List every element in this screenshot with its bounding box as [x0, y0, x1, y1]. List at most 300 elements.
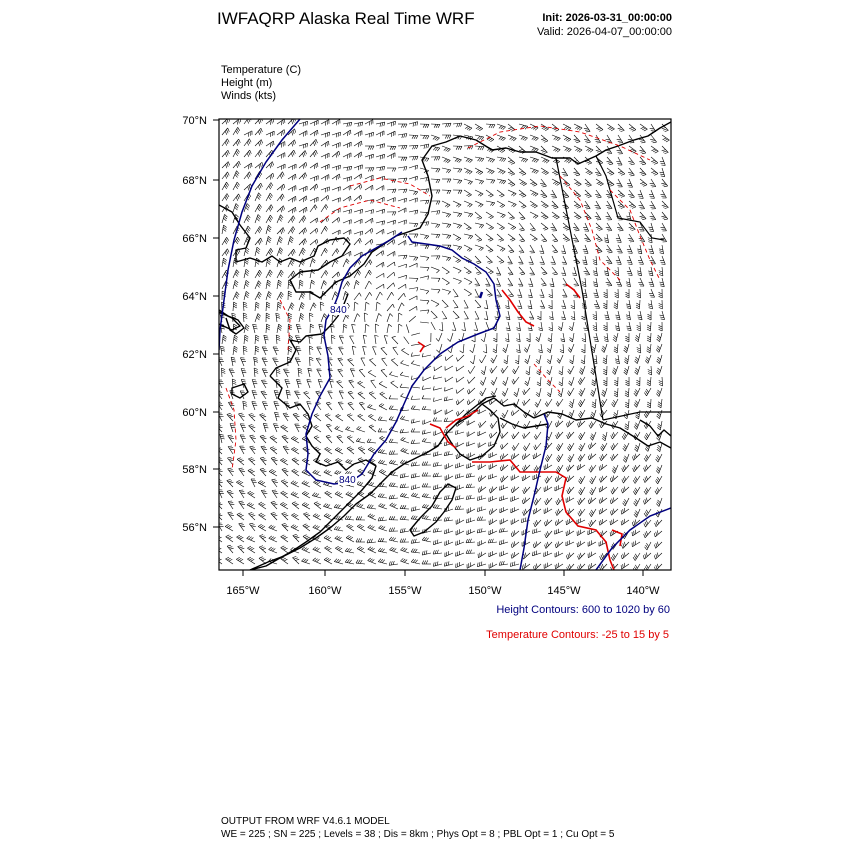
- wind-barb: [378, 420, 387, 421]
- wind-barb: [310, 303, 314, 311]
- wind-barb-flag: [662, 150, 666, 151]
- wind-barb-flag: [302, 458, 305, 460]
- wind-barb-flag: [406, 255, 408, 259]
- wind-barb-flag: [611, 491, 613, 495]
- wind-barb-flag: [514, 486, 515, 490]
- wind-barb-flag: [646, 455, 648, 458]
- wind-barb-flag: [351, 177, 352, 181]
- wind-barb: [284, 369, 289, 377]
- wind-barb: [478, 410, 486, 414]
- wind-barb: [439, 333, 442, 341]
- wind-barb-flag: [631, 197, 635, 198]
- wind-barb-flag: [259, 142, 260, 146]
- wind-barb-flag: [357, 314, 360, 317]
- wind-barb-flag: [565, 197, 569, 198]
- wind-barb: [298, 368, 299, 377]
- wind-barb: [354, 293, 359, 300]
- wind-barb-flag: [389, 395, 391, 399]
- wind-barb-flag: [436, 256, 438, 260]
- wind-barb-flag: [391, 495, 393, 499]
- wind-barb: [398, 275, 407, 278]
- wind-barb: [368, 472, 376, 476]
- wind-barb-flag: [235, 273, 238, 276]
- wind-barb-flag: [405, 145, 407, 149]
- wind-barb-flag: [240, 482, 243, 484]
- wind-barb-flag: [438, 157, 440, 161]
- wind-barb-flag: [635, 372, 638, 375]
- wind-barb-flag: [649, 275, 653, 276]
- wind-barb: [662, 245, 664, 254]
- wind-barb-flag: [581, 368, 584, 371]
- wind-barb-flag: [613, 469, 616, 472]
- wind-barb-flag: [615, 275, 619, 277]
- wind-barb-flag: [579, 372, 582, 375]
- wind-barb-flag: [438, 180, 440, 183]
- wind-barb-flag: [444, 159, 447, 162]
- wind-barb-flag: [607, 171, 611, 173]
- wind-barb-flag: [384, 154, 385, 158]
- wind-barb-flag: [501, 425, 503, 429]
- wind-barb-flag: [435, 137, 438, 140]
- wind-barb-flag: [305, 197, 306, 201]
- wind-barb: [367, 442, 376, 443]
- wind-barb-flag: [370, 168, 372, 172]
- wind-barb-flag: [435, 452, 436, 456]
- wind-barb-flag: [235, 205, 238, 208]
- wind-barb: [244, 215, 248, 223]
- wind-barb-flag: [338, 219, 339, 223]
- wind-barb-flag: [560, 350, 564, 352]
- wind-barb: [497, 135, 506, 138]
- wind-barb-flag: [256, 262, 259, 264]
- wind-barb-flag: [428, 200, 430, 204]
- wind-barb-flag: [438, 169, 440, 172]
- wind-barb-flag: [659, 251, 663, 252]
- wind-barb-flag: [401, 437, 404, 440]
- wind-barb-flag: [422, 462, 424, 466]
- wind-barb-flag: [562, 275, 566, 276]
- wind-barb-flag: [267, 260, 270, 263]
- wind-barb-flag: [510, 183, 514, 185]
- wind-barb: [453, 278, 462, 281]
- wind-barb: [651, 300, 653, 309]
- wind-barb-flag: [626, 292, 630, 294]
- wind-barb-flag: [295, 140, 296, 144]
- wind-barb-flag: [476, 127, 479, 129]
- wind-barb-flag: [236, 164, 238, 168]
- wind-barb-flag: [221, 328, 225, 329]
- wind-barb-flag: [476, 261, 480, 262]
- wind-barb-flag: [502, 455, 503, 459]
- wind-barb: [358, 394, 365, 400]
- wind-barb-flag: [435, 418, 437, 422]
- wind-barb-flag: [491, 180, 493, 183]
- wind-barb: [658, 476, 662, 484]
- wind-barb-flag: [637, 273, 641, 274]
- wind-barb-flag: [411, 440, 413, 444]
- wind-barb: [466, 487, 475, 488]
- wind-barb-flag: [523, 206, 527, 208]
- wind-barb-flag: [411, 419, 412, 423]
- wind-barb-flag: [557, 446, 559, 449]
- wind-barb-flag: [358, 143, 359, 147]
- wind-barb-flag: [336, 133, 337, 137]
- wind-barb-flag: [297, 326, 301, 327]
- wind-barb-flag: [447, 179, 449, 183]
- wind-barb: [629, 322, 631, 331]
- wind-barb: [530, 278, 533, 287]
- wind-barb: [519, 168, 526, 174]
- wind-barb-flag: [340, 165, 341, 169]
- wind-barb-flag: [336, 166, 337, 170]
- wind-barb-flag: [520, 239, 524, 240]
- wind-barb-flag: [249, 413, 253, 414]
- wind-barb-flag: [603, 390, 606, 393]
- wind-barb-flag: [280, 217, 283, 220]
- wind-barb-flag: [448, 149, 451, 152]
- wind-barb-flag: [541, 185, 545, 186]
- wind-barb-flag: [478, 146, 480, 149]
- wind-barb-flag: [446, 170, 449, 173]
- wind-barb-flag: [378, 428, 380, 432]
- wind-barb: [354, 131, 362, 135]
- wind-barb-flag: [227, 490, 231, 491]
- wind-barb-flag: [416, 278, 418, 282]
- wind-barb-flag: [649, 229, 653, 230]
- wind-barb-flag: [260, 414, 264, 415]
- wind-barb-flag: [601, 456, 603, 460]
- wind-barb-flag: [567, 393, 569, 396]
- wind-barb-flag: [269, 186, 271, 189]
- wind-barb-flag: [521, 230, 525, 231]
- wind-barb-flag: [331, 326, 335, 327]
- wind-barb: [232, 379, 233, 388]
- wind-barb: [409, 288, 418, 290]
- wind-barb-flag: [476, 170, 479, 172]
- wind-barb: [392, 337, 398, 344]
- wind-barb-flag: [406, 264, 407, 268]
- wind-barb-flag: [569, 328, 572, 331]
- wind-barb-flag: [282, 459, 285, 461]
- wind-barb: [484, 366, 486, 375]
- wind-barb-flag: [415, 166, 416, 170]
- wind-barb: [420, 189, 429, 190]
- wind-barb-flag: [313, 258, 316, 261]
- wind-barb-flag: [659, 249, 663, 250]
- wind-barb-flag: [236, 184, 238, 187]
- wind-barb-flag: [636, 423, 639, 426]
- wind-barb-flag: [659, 275, 663, 277]
- wind-barb-flag: [315, 185, 316, 189]
- wind-barb-flag: [500, 150, 503, 152]
- wind-barb-flag: [457, 261, 460, 263]
- wind-barb-flag: [356, 438, 359, 441]
- wind-barb-flag: [656, 479, 658, 482]
- wind-barb: [321, 132, 330, 135]
- wind-barb-flag: [524, 350, 527, 353]
- wind-barb-flag: [315, 481, 319, 483]
- wind-barb-flag: [413, 485, 414, 489]
- wind-barb-flag: [415, 199, 416, 203]
- wind-barb-flag: [293, 459, 297, 461]
- wind-barb-flag: [523, 391, 525, 395]
- wind-barb: [596, 201, 601, 209]
- wind-barb-flag: [402, 134, 403, 138]
- wind-barb-flag: [454, 296, 458, 297]
- wind-barb-flag: [606, 227, 610, 228]
- wind-barb-flag: [426, 236, 429, 239]
- wind-barb-flag: [467, 127, 470, 129]
- wind-barb-flag: [391, 451, 393, 455]
- wind-barb-flag: [549, 294, 553, 296]
- wind-barb: [420, 200, 429, 201]
- wind-barb-flag: [489, 124, 491, 127]
- wind-barb-flag: [284, 460, 287, 462]
- wind-barb-flag: [260, 270, 262, 273]
- wind-barb-flag: [324, 458, 327, 460]
- wind-barb-flag: [503, 391, 506, 394]
- wind-barb-flag: [361, 493, 364, 495]
- wind-barb: [581, 432, 585, 440]
- wind-barb-flag: [592, 346, 595, 349]
- wind-barb-flag: [648, 304, 652, 305]
- wind-barb-flag: [301, 295, 304, 298]
- wind-barb: [503, 366, 508, 373]
- wind-barb: [433, 388, 442, 390]
- wind-barb: [596, 300, 600, 308]
- wind-barb-flag: [659, 329, 663, 331]
- wind-barb-flag: [535, 128, 538, 131]
- wind-barb: [596, 322, 597, 331]
- wind-barb-flag: [470, 495, 471, 499]
- wind-barb: [541, 289, 544, 297]
- wind-barb-flag: [659, 303, 663, 305]
- wind-barb: [541, 223, 548, 229]
- wind-barb-flag: [308, 368, 312, 369]
- wind-barb-flag: [603, 371, 607, 373]
- wind-barb-flag: [246, 280, 249, 283]
- wind-barb-flag: [597, 239, 601, 240]
- wind-barb-flag: [422, 386, 423, 390]
- wind-barb-flag: [568, 161, 571, 164]
- wind-barb-flag: [467, 204, 470, 207]
- wind-barb: [528, 377, 530, 386]
- wind-barb-flag: [558, 394, 561, 397]
- wind-barb-flag: [402, 460, 405, 463]
- wind-barb: [400, 419, 409, 421]
- wind-barb: [357, 429, 366, 432]
- wind-barb-flag: [511, 218, 515, 219]
- wind-barb-flag: [251, 427, 255, 428]
- wind-barb-flag: [237, 270, 240, 273]
- wind-barb-flag: [257, 315, 260, 318]
- wind-barb: [422, 432, 431, 434]
- wind-barb-flag: [657, 449, 660, 452]
- wind-barb: [640, 344, 641, 353]
- wind-barb-flag: [231, 357, 235, 358]
- wind-barb-flag: [600, 424, 602, 428]
- wind-barb-flag: [596, 127, 600, 129]
- wind-barb-flag: [347, 167, 348, 171]
- wind-barb-flag: [324, 470, 327, 473]
- wind-barb: [365, 302, 366, 311]
- wind-barb-flag: [641, 151, 645, 152]
- wind-barb: [662, 190, 666, 198]
- wind-barb-flag: [236, 151, 238, 154]
- wind-barb-flag: [604, 329, 608, 331]
- wind-barb-flag: [230, 493, 234, 494]
- wind-barb-flag: [624, 348, 627, 351]
- wind-barb-flag: [424, 145, 425, 149]
- wind-barb-flag: [590, 492, 592, 495]
- wind-barb-flag: [344, 326, 347, 328]
- wind-barb-flag: [558, 358, 561, 361]
- wind-barb-flag: [628, 194, 632, 195]
- wind-barb: [274, 402, 277, 410]
- wind-barb-flag: [469, 128, 472, 130]
- wind-barb-flag: [533, 193, 536, 196]
- wind-barb-flag: [235, 174, 238, 177]
- wind-barb-flag: [335, 458, 338, 460]
- wind-barb-flag: [612, 434, 614, 438]
- wind-barb-flag: [592, 412, 595, 415]
- wind-barb-flag: [346, 261, 349, 264]
- wind-barb-flag: [368, 414, 371, 416]
- wind-barb-flag: [535, 454, 536, 458]
- wind-barb-flag: [544, 152, 548, 153]
- wind-barb-flag: [606, 205, 610, 206]
- wind-barb-flag: [254, 328, 258, 329]
- wind-barb-flag: [303, 414, 307, 416]
- wind-barb-flag: [360, 238, 362, 242]
- wind-barb-flag: [268, 280, 271, 282]
- wind-barb-flag: [413, 428, 415, 432]
- wind-barb-flag: [561, 273, 565, 274]
- wind-barb-flag: [502, 393, 505, 396]
- wind-barb-flag: [400, 429, 402, 433]
- wind-barb-flag: [601, 446, 603, 449]
- wind-barb-flag: [237, 182, 239, 185]
- wind-barb-flag: [658, 404, 661, 406]
- wind-barb-flag: [513, 488, 514, 492]
- wind-barb: [350, 336, 354, 344]
- wind-barb-flag: [508, 160, 512, 162]
- wind-barb: [422, 355, 431, 357]
- wind-barb: [453, 123, 462, 124]
- wind-barb-flag: [534, 206, 538, 208]
- wind-barb: [233, 292, 237, 300]
- wind-barb-flag: [227, 205, 229, 209]
- wind-barb-flag: [569, 432, 571, 436]
- wind-barb-flag: [644, 468, 645, 472]
- wind-barb: [563, 124, 571, 128]
- wind-barb-flag: [247, 228, 249, 231]
- wind-barb-flag: [227, 413, 231, 414]
- wind-barb-flag: [348, 493, 351, 495]
- wind-barb-flag: [230, 449, 234, 450]
- wind-barb: [318, 380, 321, 389]
- wind-barb-flag: [632, 130, 636, 132]
- wind-barb-flag: [358, 469, 362, 471]
- wind-barb: [297, 379, 300, 388]
- wind-barb: [335, 494, 343, 498]
- wind-barb-flag: [648, 316, 652, 318]
- wind-barb-flag: [612, 456, 613, 460]
- wind-barb: [540, 377, 541, 386]
- wind-barb-flag: [521, 241, 525, 242]
- wind-barb: [547, 399, 552, 407]
- wind-barb-flag: [642, 175, 646, 176]
- wind-barb-flag: [425, 124, 427, 128]
- wind-barb-flag: [546, 402, 548, 405]
- wind-barb-flag: [295, 460, 299, 462]
- wind-barb-flag: [598, 128, 602, 130]
- wind-barb-flag: [403, 234, 405, 238]
- wind-barb-flag: [294, 415, 298, 416]
- wind-barb: [433, 487, 442, 490]
- wind-barb-flag: [582, 286, 586, 287]
- wind-barb-flag: [623, 478, 625, 482]
- wind-barb-flag: [615, 326, 619, 327]
- wind-barb: [354, 280, 356, 289]
- wind-barb-flag: [263, 394, 267, 395]
- wind-barb-flag: [578, 415, 580, 418]
- wind-barb-flag: [235, 186, 237, 189]
- wind-barb-flag: [253, 403, 257, 404]
- wind-barb-flag: [291, 436, 294, 438]
- wind-barb-flag: [490, 195, 494, 197]
- wind-barb: [276, 313, 277, 322]
- wind-barb-flag: [437, 138, 440, 141]
- wind-barb-flag: [602, 486, 603, 490]
- wind-barb-flag: [256, 302, 259, 304]
- wind-barb: [310, 176, 318, 179]
- wind-barb-flag: [269, 217, 271, 220]
- wind-barb-flag: [406, 198, 407, 202]
- wind-barb-flag: [270, 184, 272, 188]
- wind-barb: [628, 388, 629, 397]
- wind-barb-flag: [415, 177, 416, 181]
- wind-barb-flag: [382, 450, 385, 453]
- wind-barb-flag: [537, 382, 540, 384]
- wind-barb-flag: [280, 458, 284, 460]
- wind-barb: [354, 314, 357, 322]
- wind-barb-flag: [543, 241, 547, 242]
- wind-barb-flag: [428, 144, 429, 148]
- wind-barb-flag: [562, 308, 566, 309]
- wind-barb-flag: [384, 336, 388, 337]
- wind-barb: [629, 300, 631, 309]
- wind-barb: [339, 347, 343, 355]
- wind-barb-flag: [328, 195, 329, 199]
- wind-barb: [276, 335, 277, 344]
- wind-barb: [496, 344, 497, 353]
- wind-barb-flag: [580, 477, 582, 480]
- wind-barb: [423, 421, 431, 424]
- wind-barb: [240, 424, 244, 432]
- wind-barb-flag: [226, 121, 227, 125]
- wind-barb-flag: [609, 183, 613, 185]
- wind-barb-flag: [640, 216, 644, 217]
- wind-barb-flag: [233, 306, 237, 308]
- wind-barb-flag: [288, 315, 292, 317]
- wind-barb-flag: [568, 477, 569, 481]
- wind-barb-flag: [309, 346, 313, 348]
- wind-barb: [387, 121, 396, 124]
- wind-barb-flag: [467, 194, 471, 196]
- wind-barb-flag: [521, 172, 525, 174]
- wind-barb-flag: [371, 380, 375, 381]
